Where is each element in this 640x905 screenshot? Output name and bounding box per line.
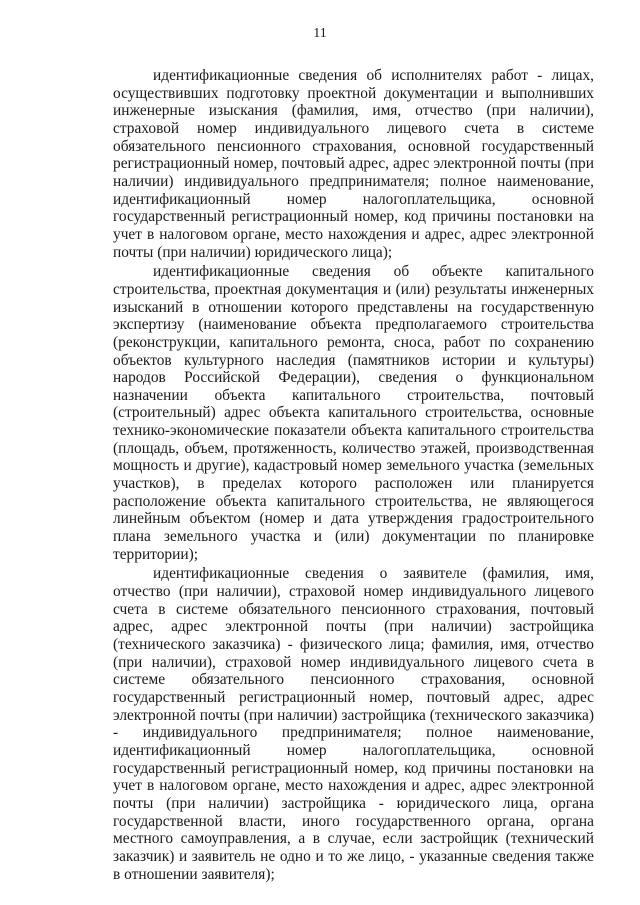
paragraph-applicant: идентификационные сведения о заявителе (фамилия, имя, отчество (при наличии), страховой номер индивидуального лицевого счета в системе обязательного пенсионного страхования, почтовый адрес, адрес электронной почты (при наличии) застройщика (технического заказчика) - физического лица; фамилия, имя, отчество (при наличии), страховой номер индивидуального лицевого счета в системе обязательного пенсионного страхования, основной государственный регистрационный номер, почтовый адрес, адрес электронной почты (при наличии) застройщика (технического заказчика) - индивидуального предпринимателя; полное наименование, идентификационный номер налогоплательщика, основной государственный регистрационный номер, код причины постановки на учет в налоговом органе, место нахождения и адрес, адрес электронной почты (при наличии) застройщика - юридического лица, органа государственной власти, иного государственного органа, органа местного самоуправления, а в случае, если застройщик (технический заказчик) и заявитель не одно и то же лицо, - указанные сведения также в отношении заявителя); [113,565,594,883]
paragraph-construction-object: идентификационные сведения об объекте капитального строительства, проектная документация и (или) результаты инженерных изысканий в отношении которого представлены на государственную экспертизу (наименование объекта предполагаемого строительства (реконструкции, капитального ремонта, сноса, работ по сохранению объектов культурного наследия (памятников истории и культуры) народов Российской Федерации), сведения о функциональном назначении объекта капитального строительства, почтовый (строительный) адрес объекта капитального строительства, основные технико-экономические показатели объекта капитального строительства (площадь, объем, протяженность, количество этажей, производственная мощность и другие), кадастровый номер земельного участка (земельных участков), в пределах которого расположен или планируется расположение объекта капитального строительства, не являющегося линейным объектом (номер и дата утверждения градостроительного плана земельного участка и (или) документации по планировке территории); [113,263,594,563]
body-text [113,67,594,885]
paragraph-performers: идентификационные сведения об исполнителях работ - лицах, осуществивших подготовку проектной документации и выполнивших инженерные изыскания (фамилия, имя, отчество (при наличии), страховой номер индивидуального лицевого счета в системе обязательного пенсионного страхования, основной государственный регистрационный номер, почтовый адрес, адрес электронной почты (при наличии) индивидуального предпринимателя; полное наименование, идентификационный номер налогоплательщика, основной государственный регистрационный номер, код причины постановки на учет в налоговом органе, место нахождения и адрес, адрес электронной почты (при наличии) юридического лица); [113,67,594,261]
page-number: 11 [313,26,327,41]
